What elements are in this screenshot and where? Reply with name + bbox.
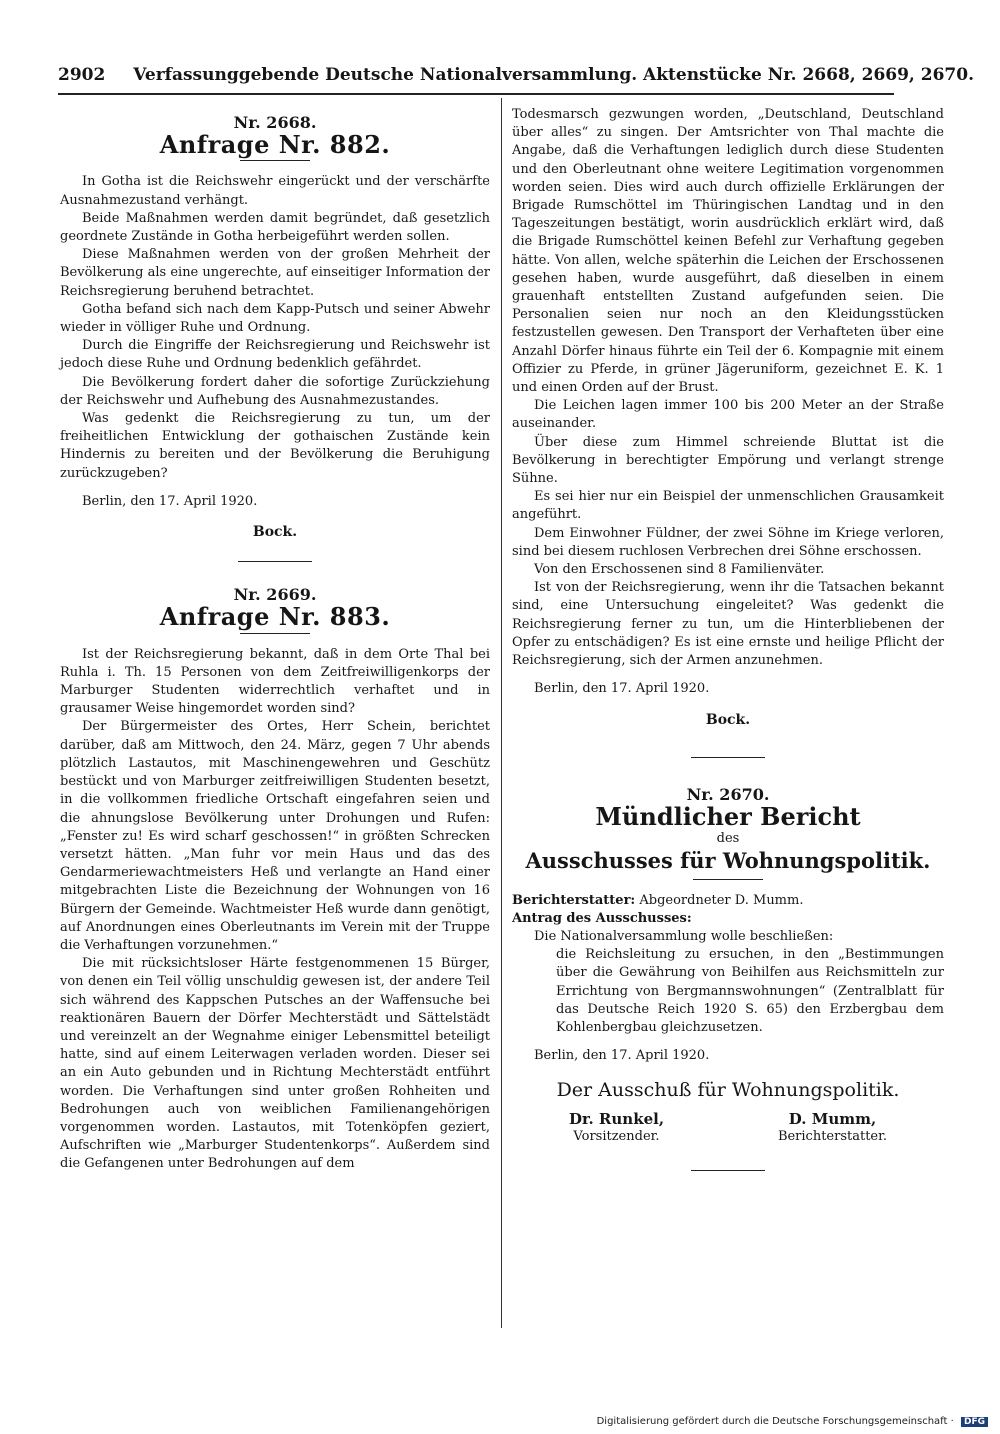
reporter-label: Berichterstatter: bbox=[512, 892, 636, 908]
paragraph: Durch die Eingriffe der Reichsregierung und Reichswehr ist jedoch diese Ruhe und Ordnung bedenklich gefährdet. bbox=[60, 338, 490, 372]
document-subtitle: Ausschusses für Wohnungspolitik. bbox=[525, 848, 931, 874]
signer-role: Vorsitzender. bbox=[573, 1128, 660, 1144]
date-line: Berlin, den 17. April 1920. bbox=[534, 681, 710, 697]
paragraph: Die mit rücksichtsloser Härte festgenommenen 15 Bürger, von denen ein Teil völlig unschuldig gewesen ist, der andere Teil sich während des Kappschen Putsches an der Waffensuche bei reaktionären Bauern der Dörfer Mechterstädt und Sättelstädt und vereinzelt an der Wegnahme einiger Lebensmittel beteiligt hatte, sind auf einem Leiterwagen verladen worden. Dieser sei an ein Auto gebunden und in Richtung Mechterstädt entführt worden. Die Verhaftungen sind unter großen Rohheiten und Bedrohungen auch von weiblichen Familienangehörigen vorgenommen worden. Lastautos, mit Totenköpfen geziert, Aufschriften wie „Marburger Studentenkorps“. Außerdem sind die Gefangenen unter Bedrohungen auf dem bbox=[60, 956, 490, 1172]
signer-name: Dr. Runkel, bbox=[568, 1109, 665, 1128]
motion-label: Antrag des Ausschusses: bbox=[512, 910, 692, 926]
running-title: Verfassunggebende Deutsche Nationalversammlung. Aktenstücke Nr. 2668, 2669, 2670. bbox=[133, 65, 975, 85]
title-connector: des bbox=[716, 831, 740, 847]
signer-role: Berichterstatter. bbox=[777, 1128, 888, 1144]
running-header bbox=[58, 58, 975, 92]
signer-chair bbox=[569, 1110, 664, 1146]
signatories bbox=[512, 1110, 944, 1146]
motion-text: die Reichsleitung zu ersuchen, in den „Bestimmungen über die Gewährung von Beihilfen aus Reichsmitteln zur Errichtung von Bergmannswohnungen“ (Zentralblatt für das Deutsche Reich 1920 S. 65) den Erzbergbau dem Kohlenbergbau gleichzusetzen. bbox=[556, 947, 944, 1035]
signer-reporter bbox=[778, 1110, 887, 1146]
section-separator bbox=[238, 561, 312, 562]
right-column bbox=[512, 106, 944, 1195]
document-2668 bbox=[60, 114, 490, 541]
paragraph: Es sei hier nur ein Beispiel der unmenschlichen Grausamkeit angeführt. bbox=[512, 489, 944, 523]
title-rule bbox=[240, 633, 310, 634]
date-line: Berlin, den 17. April 1920. bbox=[82, 493, 258, 509]
digitization-footer bbox=[597, 1416, 988, 1427]
paragraph: Dem Einwohner Füldner, der zwei Söhne im Kriege verloren, sind bei diesem ruchlosen Verbrechen drei Söhne erschossen. bbox=[512, 525, 944, 559]
dfg-logo: DFG bbox=[961, 1417, 988, 1427]
footer-text: Digitalisierung gefördert durch die Deutsche Forschungsgemeinschaft · bbox=[596, 1416, 954, 1427]
reporter-name: Abgeordneter D. Mumm. bbox=[639, 892, 804, 908]
paragraph: Über diese zum Himmel schreiende Bluttat ist die Bevölkerung in berechtigter Empörung und verlangt strenge Sühne. bbox=[512, 434, 944, 487]
document-2670 bbox=[512, 786, 944, 1171]
closing-rule bbox=[691, 1170, 765, 1171]
paragraph: Ist von der Reichsregierung, wenn ihr die Tatsachen bekannt sind, eine Untersuchung eingeleitet? Was gedenkt die Reichsregierung ferner zu tun, um die Hinterbliebenen der Opfer zu entschädigen? Es ist eine ernste und heilige Pflicht der Reichsregierung, sich der Armen anzunehmen. bbox=[512, 580, 944, 669]
paragraph-continuation: Todesmarsch gezwungen worden, „Deutschland, Deutschland über alles“ zu singen. Der Amtsrichter von Thal machte die Angabe, daß die Verhaftungen lediglich durch diese Studenten und den Oberleutnant ohne weitere Legitimation vorgenommen worden seien. Dies wird auch durch offizielle Erklärungen der Brigade Rumschöttel im Thüringischen Landtag und in den Tageszeitungen bestätigt, worin ausdrücklich erklärt wird, daß die Brigade Rumschöttel keinen Befehl zur Verhaftung gegeben hätte. Von allen, welche späterhin die Leichen der Erschossenen gesehen haben, wurde ausgeführt, daß dieselben in einem grauenhaft entstellten Zustand aufgefunden seien. Die Personalien seien nur noch an den Kleidungsstücken festzustellen gewesen. Den Transport der Verhafteten über eine Anzahl Dörfer hinaus führte ein Teil der 6. Kompagnie mit einem Offizier zu Pferde, in grüner Jägeruniform, gezeichnet E. K. 1 und einen Orden auf der Brust. bbox=[512, 107, 944, 396]
reporter-line bbox=[512, 892, 944, 910]
section-separator bbox=[691, 757, 765, 758]
title-rule bbox=[693, 879, 763, 880]
page-number: 2902 bbox=[58, 65, 106, 85]
document-number: Nr. 2670. bbox=[686, 784, 770, 804]
signature: Bock. bbox=[252, 524, 298, 541]
column-divider bbox=[501, 98, 502, 1328]
signature: Bock. bbox=[705, 711, 751, 728]
paragraph: Von den Erschossenen sind 8 Familienväter. bbox=[534, 562, 825, 578]
paragraph: Beide Maßnahmen werden damit begründet, daß gesetzlich geordnete Zustände in Gotha herbeigeführt werden sollen. bbox=[60, 210, 490, 245]
document-title: Mündlicher Bericht bbox=[595, 801, 861, 831]
paragraph: Was gedenkt die Reichsregierung zu tun, um der freiheitlichen Entwicklung der gothaischen Zustände kein Hindernis zu bereiten und der Bevölkerung die Beruhigung zurückzugeben? bbox=[60, 411, 490, 481]
paragraph: Diese Maßnahmen werden von der großen Mehrheit der Bevölkerung als eine ungerechte, auf einseitiger Information der Reichsregierung beruhend betrachtet. bbox=[60, 247, 490, 299]
document-2669 bbox=[60, 586, 490, 1173]
document-number: Nr. 2669. bbox=[233, 585, 317, 605]
signer-name: D. Mumm, bbox=[788, 1109, 877, 1128]
paragraph: Die Leichen lagen immer 100 bis 200 Meter an der Straße auseinander. bbox=[512, 398, 944, 432]
motion-intro: Die Nationalversammlung wolle beschließen: bbox=[534, 928, 834, 944]
paragraph: Gotha befand sich nach dem Kapp-Putsch und seiner Abwehr wieder in völliger Ruhe und Ordnung. bbox=[60, 301, 490, 336]
committee-name: Der Ausschuß für Wohnungspolitik. bbox=[556, 1079, 900, 1102]
document-title: Anfrage Nr. 883. bbox=[159, 602, 391, 632]
paragraph: Der Bürgermeister des Ortes, Herr Schein, berichtet darüber, daß am Mittwoch, den 24. März, gegen 7 Uhr abends plötzlich Lastautos, mit Maschinengewehren und Geschütz bestückt und von Marburger zeitfreiwilligen Studenten besetzt, in die vollkommen friedliche Ortschaft eingefahren seien und die ahnungslose Bevölkerung unter Drohungen und Rufen: „Fenster zu! Es wird scharf geschossen!“ in größten Schrecken versetzt hätten. „Man fuhr vor mein Haus und das des Gendarmeriewachtmeisters Heß und verlangte an Hand einer mitgebrachten Liste die Bezeichnung der Wohnungen von 16 Bürgern der Gemeinde. Wachtmeister Heß wurde dann genötigt, auf Anordnungen eines Oberleutnants im Verein mit der Truppe die Verhaftungen vorzunehmen.“ bbox=[60, 719, 490, 953]
document-2669-continued bbox=[512, 106, 944, 729]
paragraph: In Gotha ist die Reichswehr eingerückt und der verschärfte Ausnahmezustand verhängt. bbox=[60, 174, 490, 208]
paragraph: Ist der Reichsregierung bekannt, daß in dem Orte Thal bei Ruhla i. Th. 15 Personen von dem Zeitfreiwilligenkorps der Marburger Studenten widerrechtlich verhaftet und in grausamer Weise hingemordet worden sind? bbox=[60, 646, 490, 717]
header-rule bbox=[58, 93, 894, 95]
date-line: Berlin, den 17. April 1920. bbox=[534, 1048, 710, 1064]
left-column bbox=[60, 106, 490, 1174]
document-number: Nr. 2668. bbox=[233, 113, 317, 132]
paragraph: Die Bevölkerung fordert daher die sofortige Zurückziehung der Reichswehr und Aufhebung des Ausnahmezustandes. bbox=[60, 374, 490, 408]
title-rule bbox=[240, 160, 310, 161]
document-title: Anfrage Nr. 882. bbox=[159, 130, 391, 160]
